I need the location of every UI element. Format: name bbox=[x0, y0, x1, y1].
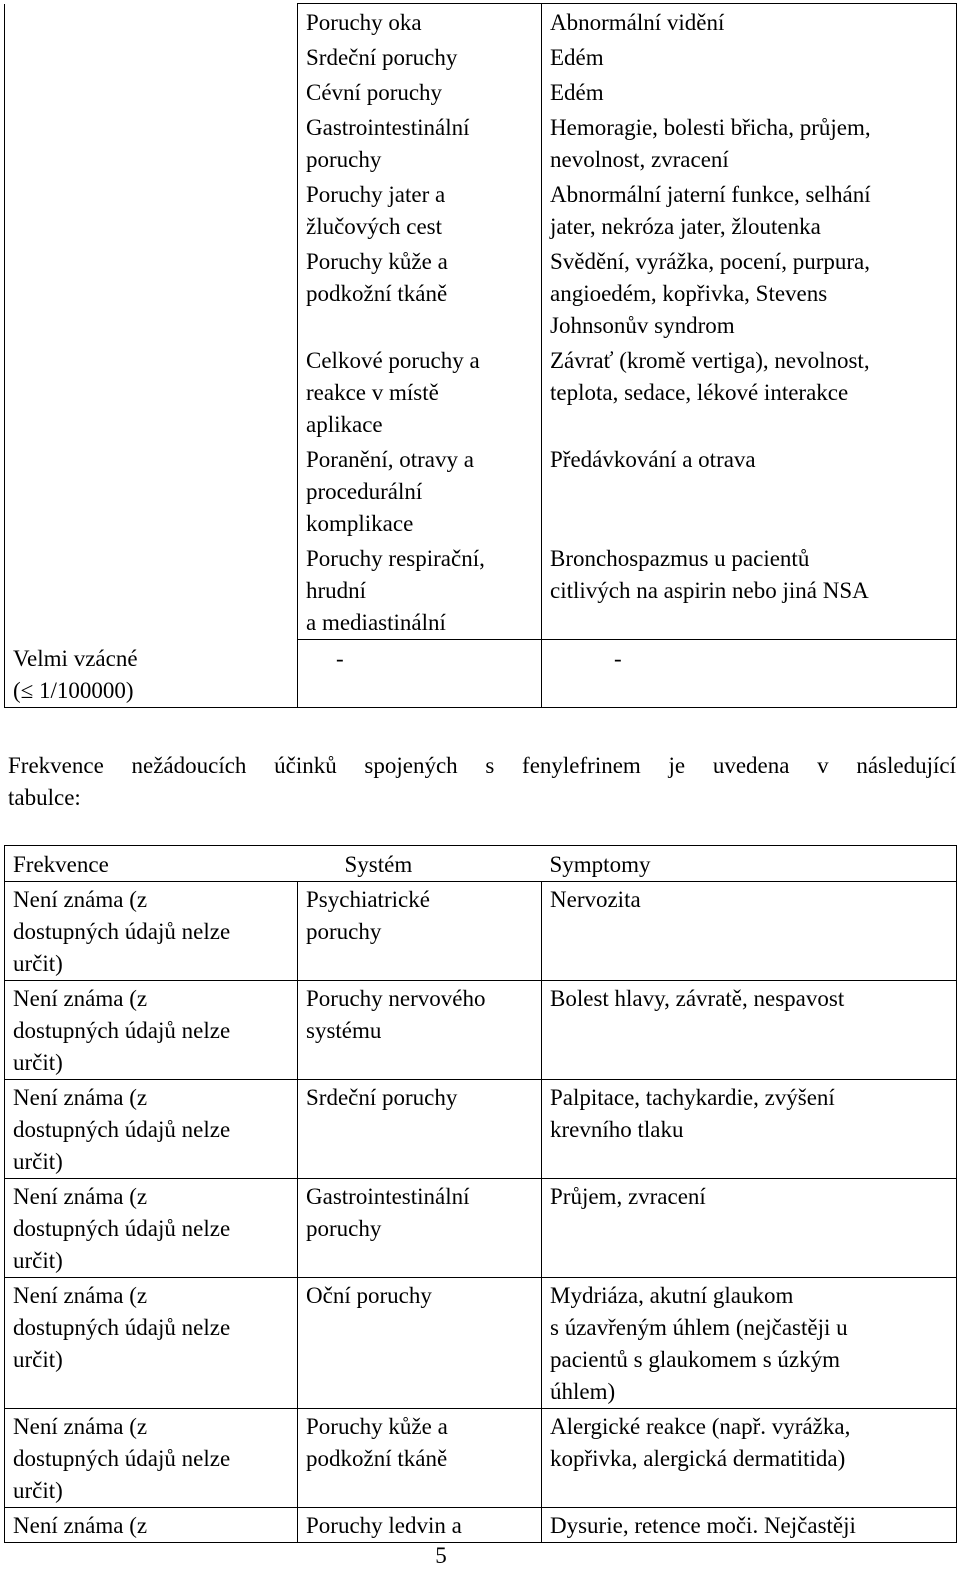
frequency-cell bbox=[5, 243, 298, 342]
cell-text-line: nevolnost, zvracení bbox=[550, 147, 729, 172]
cell-text-line: Abnormální jaterní funkce, selhání bbox=[550, 182, 871, 207]
table-row bbox=[5, 640, 957, 708]
symptoms-cell bbox=[542, 441, 957, 540]
symptoms-cell bbox=[542, 4, 957, 40]
table-row bbox=[5, 342, 957, 441]
cell-text-line: úhlem) bbox=[550, 1379, 616, 1404]
cell-text-line: Poruchy nervového bbox=[306, 986, 486, 1011]
cell-text-line: Není známa (z bbox=[13, 1085, 148, 1110]
frequency-cell bbox=[5, 74, 298, 109]
system-cell bbox=[298, 1080, 542, 1179]
symptoms-cell bbox=[542, 540, 957, 640]
symptoms-cell bbox=[542, 640, 957, 708]
symptoms-cell bbox=[542, 342, 957, 441]
cell-text-line: Srdeční poruchy bbox=[306, 45, 458, 70]
cell-text-line: - bbox=[336, 646, 344, 671]
cell-text-line: Není známa (z bbox=[13, 1184, 148, 1209]
system-cell bbox=[298, 4, 542, 40]
cell-text-line: určit) bbox=[13, 1149, 63, 1174]
cell-text-line: reakce v místě bbox=[306, 380, 439, 405]
frequency-cell bbox=[5, 39, 298, 74]
cell-text-line: Poranění, otravy a bbox=[306, 447, 474, 472]
symptoms-cell bbox=[542, 1409, 957, 1508]
cell-text-line: Velmi vzácné bbox=[13, 645, 138, 671]
cell-text-line: podkožní tkáně bbox=[306, 281, 448, 306]
table-row bbox=[5, 1080, 957, 1179]
page-number: 5 bbox=[435, 1543, 447, 1568]
cell-text-line: určit) bbox=[13, 1478, 63, 1503]
frequency-cell bbox=[5, 1409, 298, 1508]
cell-text-line: jater, nekróza jater, žloutenka bbox=[550, 214, 821, 239]
table-row bbox=[5, 882, 957, 981]
intro-paragraph bbox=[8, 750, 956, 814]
cell-text-line: Dysurie, retence moči. Nejčastěji bbox=[550, 1513, 856, 1538]
system-cell bbox=[298, 441, 542, 540]
cell-text-line: Poruchy kůže a bbox=[306, 1414, 448, 1439]
table-row bbox=[5, 981, 957, 1080]
cell-text-line: poruchy bbox=[306, 919, 382, 944]
paragraph-line: Frekvence nežádoucích účinků spojených s fenylefrinem je uvedena v následující bbox=[8, 753, 956, 778]
system-cell bbox=[298, 243, 542, 342]
header-symptoms: Symptomy bbox=[542, 846, 957, 882]
table-row bbox=[5, 1409, 957, 1508]
frequency-cell bbox=[5, 176, 298, 243]
frequency-cell bbox=[5, 540, 298, 640]
system-cell bbox=[298, 1508, 542, 1543]
cell-text-line: Poruchy jater a bbox=[306, 182, 446, 207]
system-cell bbox=[298, 540, 542, 640]
cell-text-line: Oční poruchy bbox=[306, 1283, 432, 1308]
frequency-cell bbox=[5, 981, 298, 1080]
cell-text-line: Abnormální vidění bbox=[550, 10, 725, 35]
frequency-cell bbox=[5, 882, 298, 981]
table-row bbox=[5, 1278, 957, 1409]
cell-text-line: komplikace bbox=[306, 511, 414, 536]
cell-text-line: Palpitace, tachykardie, zvýšení bbox=[550, 1085, 835, 1110]
cell-text-line: - bbox=[614, 646, 622, 671]
symptoms-cell bbox=[542, 243, 957, 342]
symptoms-cell bbox=[542, 981, 957, 1080]
symptoms-cell bbox=[542, 1080, 957, 1179]
cell-text-line: Hemoragie, bolesti břicha, průjem, bbox=[550, 115, 871, 140]
cell-text-line: dostupných údajů nelze bbox=[13, 1315, 231, 1340]
symptoms-cell bbox=[542, 109, 957, 176]
cell-text-line: Nervozita bbox=[550, 887, 641, 912]
system-cell bbox=[298, 342, 542, 441]
cell-text-line: systému bbox=[306, 1018, 382, 1043]
cell-text-line: Není známa (z bbox=[13, 1283, 148, 1308]
system-cell bbox=[298, 74, 542, 109]
cell-text-line: (≤ 1/100000) bbox=[13, 677, 134, 703]
cell-text-line: podkožní tkáně bbox=[306, 1446, 448, 1471]
cell-text-line: žlučových cest bbox=[306, 214, 443, 239]
cell-text-line: Závrať (kromě vertiga), nevolnost, bbox=[550, 348, 870, 373]
cell-text-line: dostupných údajů nelze bbox=[13, 919, 231, 944]
table-row bbox=[5, 243, 957, 342]
cell-text-line: Není známa (z bbox=[13, 986, 148, 1011]
system-cell bbox=[298, 1409, 542, 1508]
table-row bbox=[5, 4, 957, 40]
cell-text-line: s úzavřeným úhlem (nejčastěji u bbox=[550, 1315, 848, 1340]
system-cell bbox=[298, 39, 542, 74]
frequency-cell bbox=[5, 640, 298, 708]
table-header-row bbox=[5, 846, 957, 882]
cell-text-line: dostupných údajů nelze bbox=[13, 1216, 231, 1241]
cell-text-line: určit) bbox=[13, 1248, 63, 1273]
cell-text-line: kopřivka, alergická dermatitida) bbox=[550, 1446, 846, 1471]
table-row bbox=[5, 176, 957, 243]
cell-text-line: Alergické reakce (např. vyrážka, bbox=[550, 1414, 851, 1439]
cell-text-line: dostupných údajů nelze bbox=[13, 1117, 231, 1142]
cell-text-line: Srdeční poruchy bbox=[306, 1085, 458, 1110]
cell-text-line: Poruchy respirační, bbox=[306, 546, 485, 571]
cell-text-line: aplikace bbox=[306, 412, 383, 437]
cell-text-line: Cévní poruchy bbox=[306, 80, 443, 105]
cell-text-line: angioedém, kopřivka, Stevens bbox=[550, 281, 828, 306]
frequency-cell bbox=[5, 441, 298, 540]
system-cell bbox=[298, 640, 542, 708]
cell-text-line: Celkové poruchy a bbox=[306, 348, 480, 373]
cell-text-line: Edém bbox=[550, 45, 604, 70]
cell-text-line: Poruchy ledvin a bbox=[306, 1513, 462, 1538]
cell-text-line: Průjem, zvracení bbox=[550, 1184, 706, 1209]
frequency-cell bbox=[5, 109, 298, 176]
cell-text-line: procedurální bbox=[306, 479, 423, 504]
symptoms-cell bbox=[542, 882, 957, 981]
symptoms-cell bbox=[542, 1508, 957, 1543]
system-cell bbox=[298, 109, 542, 176]
symptoms-cell bbox=[542, 1278, 957, 1409]
system-cell bbox=[298, 1278, 542, 1409]
cell-text-line: Není známa (z bbox=[13, 887, 148, 912]
adverse-effects-table-continued bbox=[4, 3, 957, 708]
frequency-cell bbox=[5, 1508, 298, 1543]
cell-text-line: Svědění, vyrážka, pocení, purpura, bbox=[550, 249, 870, 274]
table-row bbox=[5, 1508, 957, 1543]
symptoms-cell bbox=[542, 39, 957, 74]
cell-text-line: určit) bbox=[13, 1050, 63, 1075]
system-cell bbox=[298, 1179, 542, 1278]
system-cell bbox=[298, 882, 542, 981]
cell-text-line: Gastrointestinální bbox=[306, 115, 470, 140]
table-row bbox=[5, 540, 957, 640]
frequency-cell bbox=[5, 1278, 298, 1409]
cell-text-line: Edém bbox=[550, 80, 604, 105]
cell-text-line: Gastrointestinální bbox=[306, 1184, 470, 1209]
cell-text-line: Bolest hlavy, závratě, nespavost bbox=[550, 986, 845, 1011]
system-cell bbox=[298, 176, 542, 243]
frequency-cell bbox=[5, 4, 298, 40]
header-frequency: Frekvence bbox=[5, 846, 298, 882]
cell-text-line: citlivých na aspirin nebo jiná NSA bbox=[550, 578, 869, 603]
cell-text-line: dostupných údajů nelze bbox=[13, 1446, 231, 1471]
cell-text-line: a mediastinální bbox=[306, 610, 446, 635]
frequency-cell bbox=[5, 1080, 298, 1179]
table-row bbox=[5, 441, 957, 540]
frequency-cell bbox=[5, 1179, 298, 1278]
frequency-cell bbox=[5, 342, 298, 441]
cell-text-line: Psychiatrické bbox=[306, 887, 430, 912]
cell-text-line: Bronchospazmus u pacientů bbox=[550, 546, 810, 571]
table-row bbox=[5, 74, 957, 109]
cell-text-line: krevního tlaku bbox=[550, 1117, 684, 1142]
cell-text-line: Není známa (z bbox=[13, 1414, 148, 1439]
table-row bbox=[5, 109, 957, 176]
cell-text-line: poruchy bbox=[306, 147, 382, 172]
cell-text-line: dostupných údajů nelze bbox=[13, 1018, 231, 1043]
cell-text-line: hrudní bbox=[306, 578, 367, 603]
phenylephrine-effects-table bbox=[4, 845, 957, 1543]
cell-text-line: pacientů s glaukomem s úzkým bbox=[550, 1347, 840, 1372]
symptoms-cell bbox=[542, 1179, 957, 1278]
cell-text-line: Poruchy oka bbox=[306, 10, 422, 35]
cell-text-line: určit) bbox=[13, 1347, 63, 1372]
paragraph-line: tabulce: bbox=[8, 785, 81, 810]
cell-text-line: teplota, sedace, lékové interakce bbox=[550, 380, 849, 405]
cell-text-line: Poruchy kůže a bbox=[306, 249, 448, 274]
header-system: Systém bbox=[298, 846, 542, 882]
symptoms-cell bbox=[542, 74, 957, 109]
cell-text-line: Mydriáza, akutní glaukom bbox=[550, 1283, 794, 1308]
cell-text-line: poruchy bbox=[306, 1216, 382, 1241]
cell-text-line: Předávkování a otrava bbox=[550, 447, 756, 472]
table-row bbox=[5, 1179, 957, 1278]
cell-text-line: Johnsonův syndrom bbox=[550, 313, 735, 338]
symptoms-cell bbox=[542, 176, 957, 243]
system-cell bbox=[298, 981, 542, 1080]
cell-text-line: určit) bbox=[13, 951, 63, 976]
cell-text-line: Není známa (z bbox=[13, 1513, 148, 1538]
table-row bbox=[5, 39, 957, 74]
